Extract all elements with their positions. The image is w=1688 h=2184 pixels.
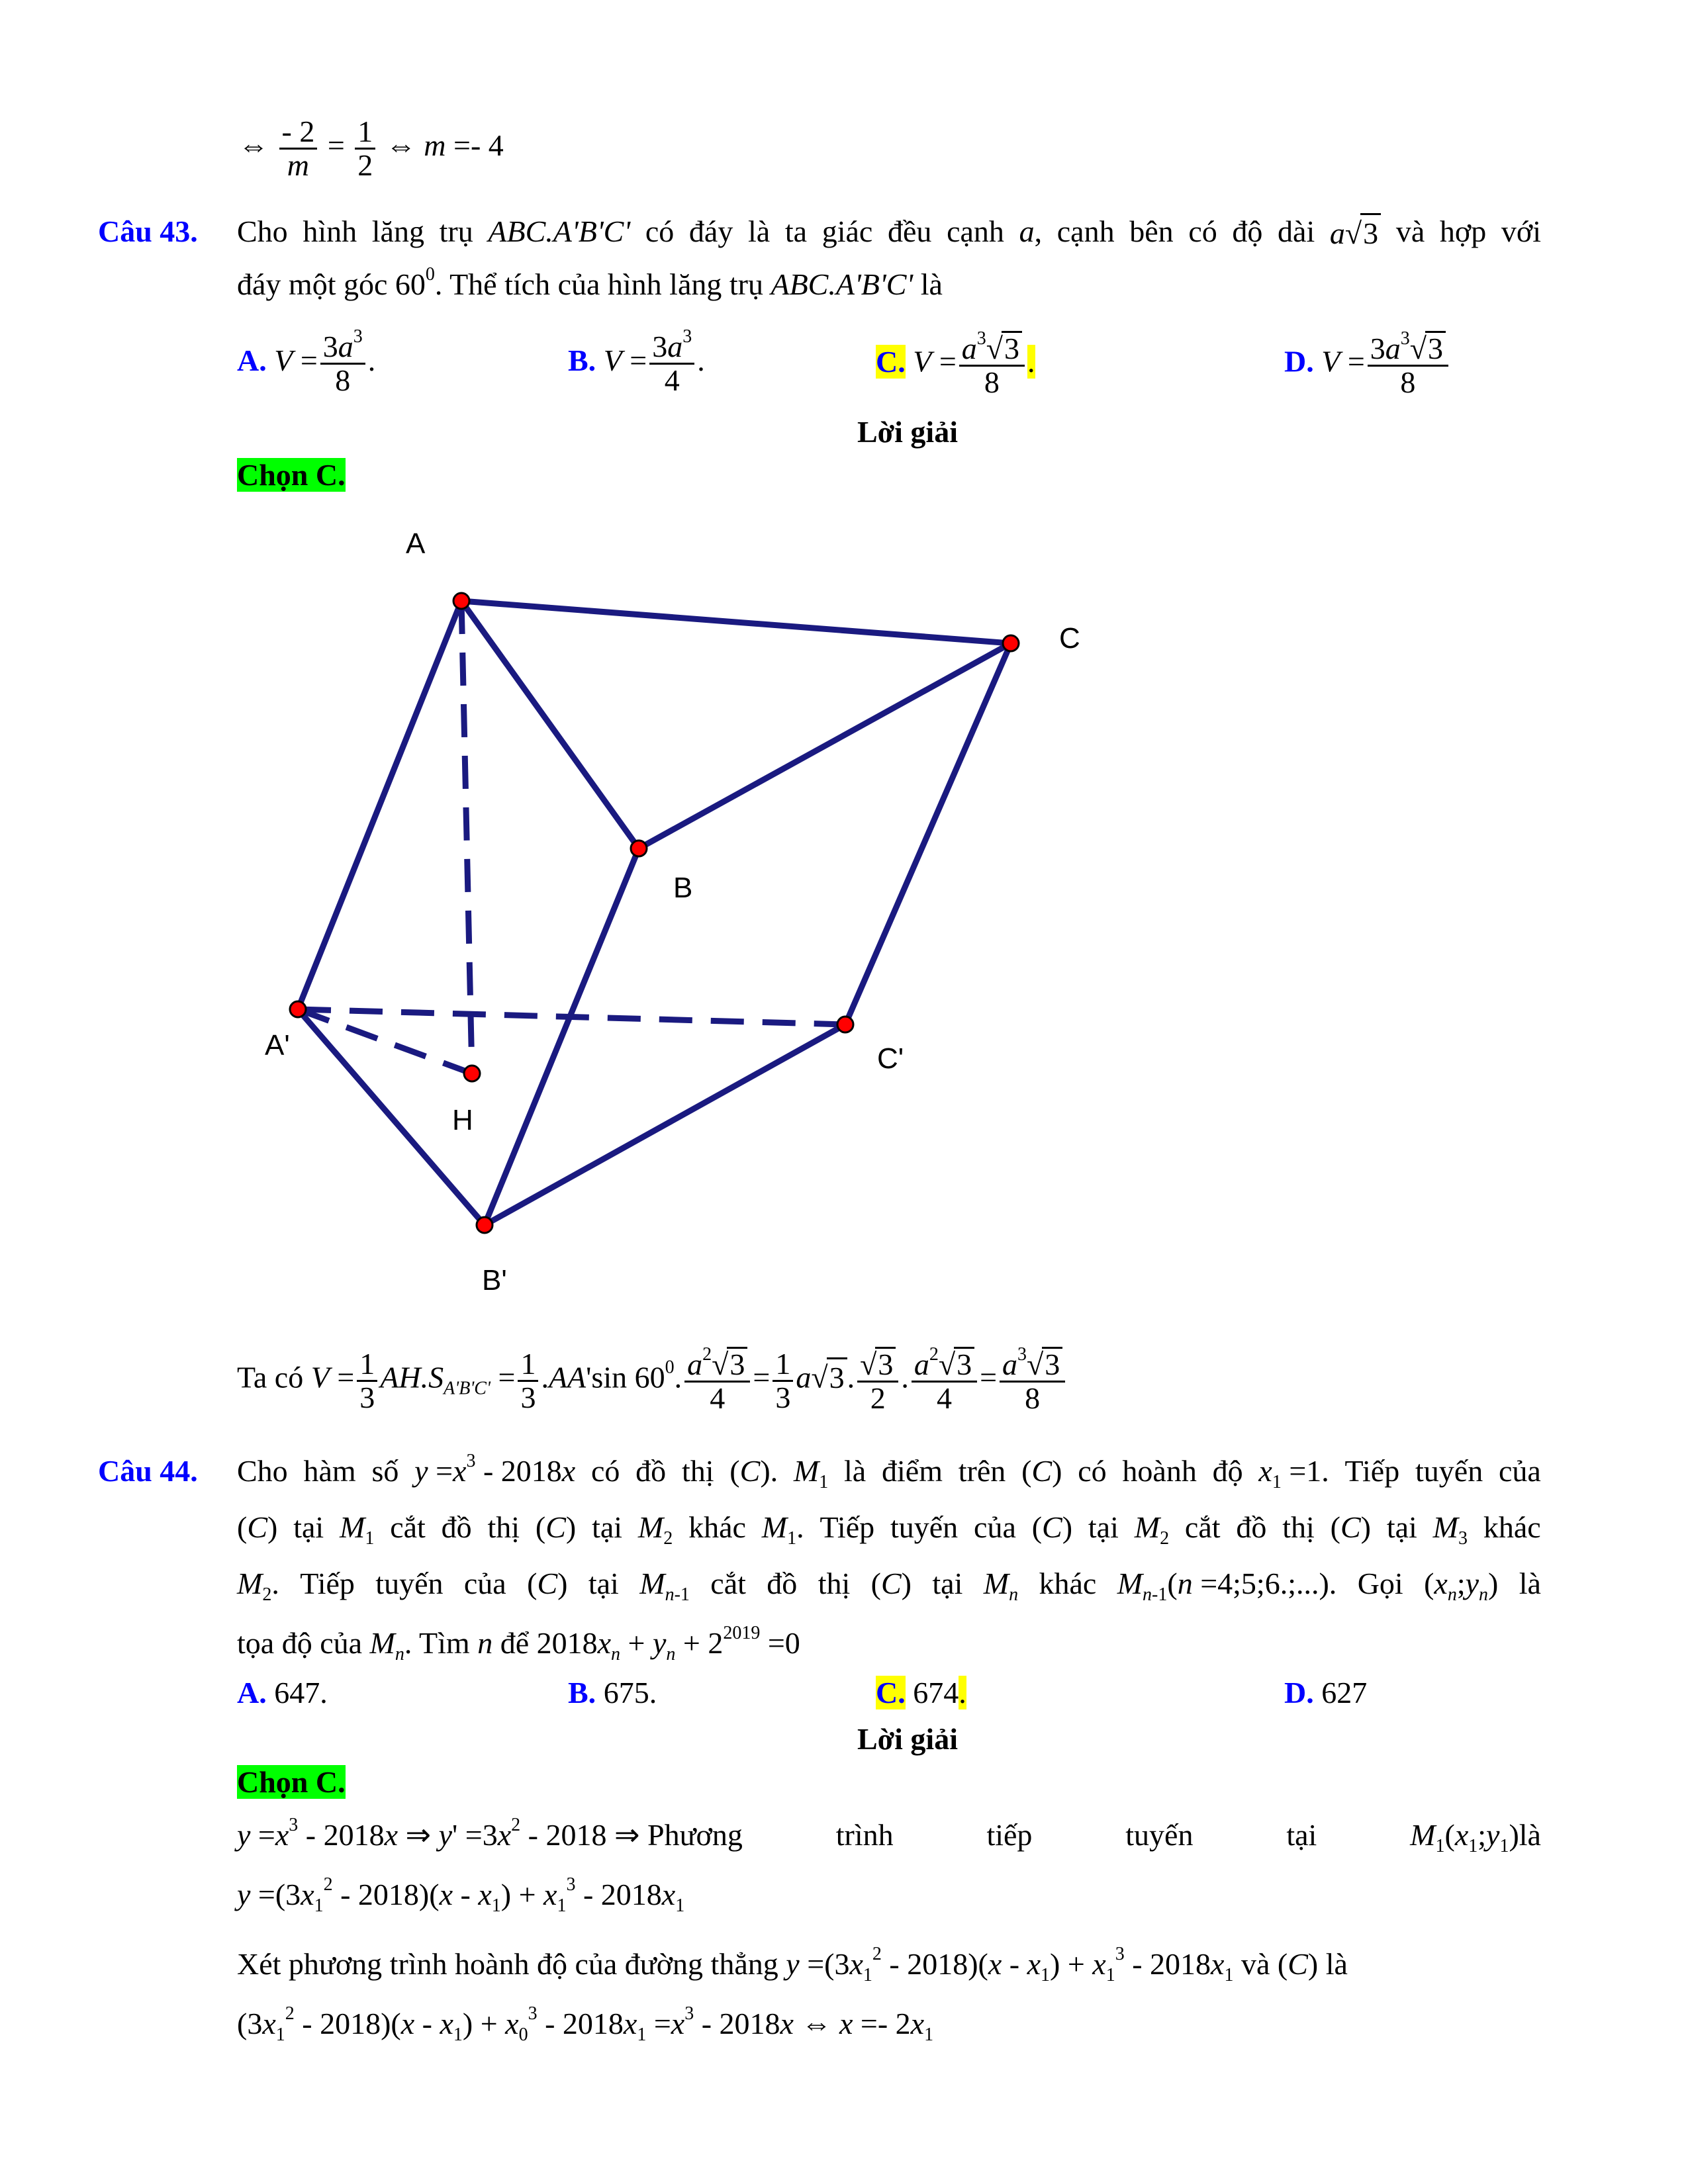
q43-solution-formula: Ta có V = $\frac{1}{3}$ $AH.S_{A'B'C'}$ = $\frac{1}{3}$ .AA'sin $60^0$. $\frac{a^2√3}{4}$ = $\frac{1}{3}$ a√3. $\frac{√3}{2}$ . $\frac{a^2√3}{4}$ = $\frac{a^3√3}{8}$ — [237, 1347, 1068, 1414]
point-Bp — [477, 1217, 492, 1233]
edge-BBp — [485, 848, 639, 1225]
q44-line1: Cho hàm số $y =x^3 - 2018x$ có đồ thị (C). $M_1$ là điểm trên (C) có hoành độ $x_1 =1$. Tiếp tuyến của — [237, 1451, 1541, 1492]
q44-line4: tọa độ của $M_n$. Tìm n để $2018x_n + y_n + 2^{2019} =0$ — [237, 1623, 800, 1664]
point-Cp — [837, 1017, 853, 1032]
q44-option-b[interactable]: B. 675. — [568, 1676, 657, 1709]
q43-option-c[interactable]: C. V = $\frac{a^3√3}{8}$ . — [876, 328, 1035, 399]
point-Ap — [290, 1001, 306, 1017]
q44-label: Câu 44. — [98, 1454, 198, 1488]
edge-BpCp — [485, 1024, 845, 1225]
q43-line1: Cho hình lăng trụ ABC.A'B'C' có đáy là ta giác đều cạnh a, cạnh bên có độ dài a√3 và hợp với — [237, 213, 1541, 252]
q43-line2: đáy một góc $60^0$. Thể tích của hình lăng trụ ABC.A'B'C' là — [237, 264, 943, 301]
q44-sol-line4: $(3x_1^2 - 2018)(x - x_1) + x_0^3 - 2018x_1 =x^3 - 2018x$ ⇔ $x =- 2x_1$ — [237, 2003, 934, 2045]
q44-sol-line3: Xét phương trình hoành độ của đường thẳng $y =(3x_1^2 - 2018)(x - x_1) + x_1^3 - 2018x_1$ và (C) là — [237, 1944, 1348, 1985]
point-A — [453, 593, 469, 609]
point-H — [464, 1066, 480, 1081]
q44-sol-line2: $y =(3x_1^2 - 2018)(x - x_1) + x_1^3 - 2018x_1$ — [237, 1874, 685, 1916]
point-B — [631, 841, 647, 856]
q44-sol-line1: $y =x^3 - 2018x$ ⇒ $y' =3x^2 - 2018$ ⇒ Phương trình tiếp tuyến tại $M_1(x_1;y_1)là$ — [237, 1815, 1541, 1856]
edge-AH-dashed — [461, 601, 472, 1073]
label-Ap: A' — [265, 1029, 290, 1062]
label-B: B — [673, 872, 693, 904]
q43-solution-title: Lời giải — [857, 415, 958, 449]
edge-CCp — [845, 643, 1011, 1024]
q43-option-a[interactable]: A. V = $\frac{3a^3}{8}$ . — [237, 326, 376, 397]
label-C: C — [1059, 622, 1080, 655]
q44-option-c[interactable]: C. 674. — [876, 1676, 966, 1709]
q43-choice: Chọn C. — [237, 458, 346, 492]
edge-AC — [461, 601, 1011, 643]
edge-BC — [639, 643, 1011, 848]
label-Bp: B' — [482, 1264, 507, 1297]
label-Cp: C' — [877, 1042, 904, 1075]
q43-option-d[interactable]: D. V = $\frac{3a^3√3}{8}$ — [1284, 331, 1451, 398]
q44-line2: (C) tại $M_1$ cắt đồ thị (C) tại $M_2$ khác $M_1$. Tiếp tuyến của (C) tại $M_2$ cắt đồ thị (C) tại $M_3$ khác — [237, 1510, 1541, 1549]
edge-AB — [461, 601, 639, 848]
edge-AAp — [298, 601, 461, 1009]
label-H: H — [452, 1104, 473, 1136]
q44-solution-title: Lời giải — [857, 1722, 958, 1756]
q44-line3: $M_2$. Tiếp tuyến của (C) tại $M_{n-1}$ cắt đồ thị (C) tại $M_n$ khác $M_{n-1}(n$ =4;5;6.;...). Gọi $(x_n;y_n)$ là — [237, 1567, 1541, 1605]
label-A: A — [406, 527, 426, 560]
q44-option-d[interactable]: D. 627 — [1284, 1676, 1368, 1709]
q44-choice: Chọn C. — [237, 1765, 346, 1799]
q43-label: Câu 43. — [98, 214, 198, 248]
top-equation: ⇔ $\frac{- 2}{m}$ = $\frac{1}{2}$ ⇔ m =- 4 — [238, 114, 504, 182]
q43-option-b[interactable]: B. V = $\frac{3a^3}{4}$ . — [568, 326, 705, 397]
point-C — [1003, 635, 1019, 651]
q44-option-a[interactable]: A. 647. — [237, 1676, 328, 1709]
